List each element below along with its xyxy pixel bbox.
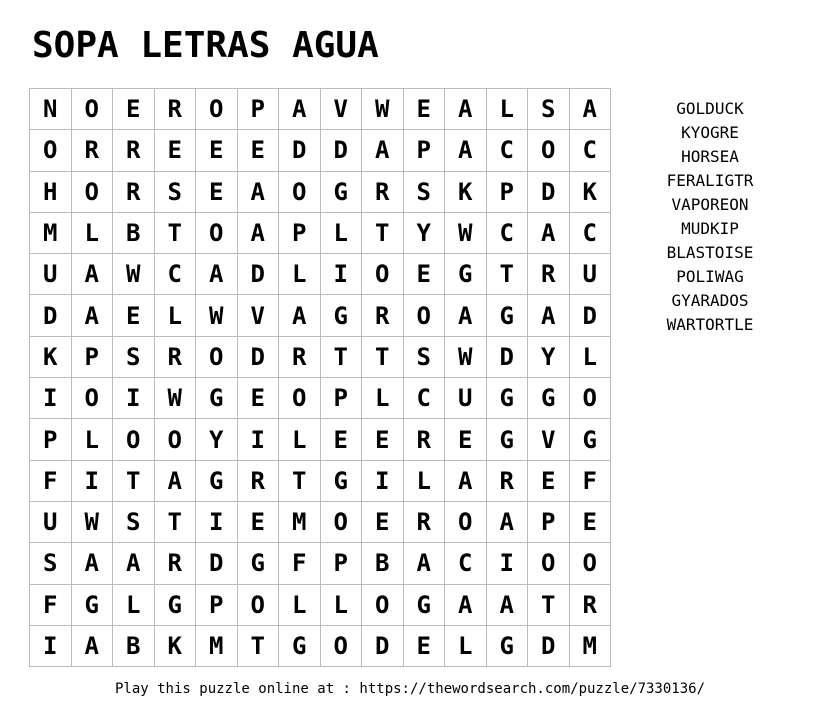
grid-cell[interactable]: Y [404, 213, 446, 254]
grid-cell[interactable]: P [30, 419, 72, 460]
grid-cell[interactable]: G [570, 419, 612, 460]
grid-cell[interactable]: G [279, 626, 321, 667]
grid-cell[interactable]: V [238, 295, 280, 336]
grid-cell[interactable]: P [321, 543, 363, 584]
grid-cell[interactable]: W [445, 213, 487, 254]
grid-cell[interactable]: R [113, 130, 155, 171]
grid-cell[interactable]: R [279, 337, 321, 378]
grid-cell[interactable]: A [196, 254, 238, 295]
grid-cell[interactable]: C [487, 130, 529, 171]
grid-cell[interactable]: O [528, 130, 570, 171]
grid-cell[interactable]: T [528, 585, 570, 626]
grid-cell[interactable]: I [72, 461, 114, 502]
grid-cell[interactable]: I [113, 378, 155, 419]
grid-cell[interactable]: L [279, 254, 321, 295]
grid-cell[interactable]: E [238, 502, 280, 543]
grid-cell[interactable]: W [445, 337, 487, 378]
grid-cell[interactable]: C [445, 543, 487, 584]
grid-cell[interactable]: I [321, 254, 363, 295]
grid-cell[interactable]: O [238, 585, 280, 626]
grid-cell[interactable]: D [30, 295, 72, 336]
grid-cell[interactable]: G [321, 172, 363, 213]
grid-cell[interactable]: W [113, 254, 155, 295]
word-list-item: GYARADOS [671, 291, 749, 310]
grid-cell[interactable]: N [30, 89, 72, 130]
grid-cell[interactable]: D [362, 626, 404, 667]
grid-cell[interactable]: E [570, 502, 612, 543]
grid-cell[interactable]: P [321, 378, 363, 419]
grid-cell[interactable]: R [362, 172, 404, 213]
grid-cell[interactable]: K [445, 172, 487, 213]
grid-cell[interactable]: A [155, 461, 197, 502]
grid-cell[interactable]: O [321, 626, 363, 667]
grid-cell[interactable]: R [528, 254, 570, 295]
grid-cell[interactable]: C [155, 254, 197, 295]
grid-cell[interactable]: E [404, 626, 446, 667]
grid-cell[interactable]: D [196, 543, 238, 584]
grid-cell[interactable]: O [196, 89, 238, 130]
word-list-item: KYOGRE [681, 123, 739, 142]
grid-cell[interactable]: A [113, 543, 155, 584]
grid-cell[interactable]: K [570, 172, 612, 213]
grid-cell[interactable]: R [404, 419, 446, 460]
word-list-item: VAPOREON [671, 195, 749, 214]
grid-cell[interactable]: B [113, 626, 155, 667]
grid-cell[interactable]: A [279, 89, 321, 130]
grid-cell[interactable]: B [113, 213, 155, 254]
grid-cell[interactable]: A [445, 585, 487, 626]
grid-cell[interactable]: O [196, 213, 238, 254]
grid-cell[interactable]: V [528, 419, 570, 460]
grid-cell[interactable]: G [155, 585, 197, 626]
grid-cell[interactable]: O [528, 543, 570, 584]
grid-cell[interactable]: E [404, 254, 446, 295]
grid-cell[interactable]: R [238, 461, 280, 502]
grid-cell[interactable]: L [404, 461, 446, 502]
grid-cell[interactable]: O [30, 130, 72, 171]
grid-cell[interactable]: L [321, 213, 363, 254]
grid-cell[interactable]: A [445, 295, 487, 336]
grid-cell[interactable]: M [570, 626, 612, 667]
word-list-item: GOLDUCK [676, 99, 744, 118]
grid-cell[interactable]: R [155, 89, 197, 130]
grid-cell[interactable]: S [113, 502, 155, 543]
grid-cell[interactable]: P [528, 502, 570, 543]
grid-cell[interactable]: O [155, 419, 197, 460]
grid-cell[interactable]: I [30, 378, 72, 419]
grid-cell[interactable]: A [487, 585, 529, 626]
letter-grid [29, 88, 611, 667]
grid-cell[interactable]: R [362, 295, 404, 336]
grid-cell[interactable]: C [487, 213, 529, 254]
grid-cell[interactable]: A [72, 295, 114, 336]
grid-cell[interactable]: S [113, 337, 155, 378]
grid-cell[interactable]: H [30, 172, 72, 213]
grid-cell[interactable]: M [279, 502, 321, 543]
grid-cell[interactable]: E [238, 378, 280, 419]
grid-cell[interactable]: U [30, 254, 72, 295]
grid-cell[interactable]: O [279, 172, 321, 213]
grid-cell[interactable]: C [404, 378, 446, 419]
grid-cell[interactable]: T [321, 337, 363, 378]
grid-cell[interactable]: A [445, 89, 487, 130]
grid-cell[interactable]: R [570, 585, 612, 626]
grid-cell[interactable]: D [570, 295, 612, 336]
grid-cell[interactable]: P [487, 172, 529, 213]
grid-cell[interactable]: G [445, 254, 487, 295]
grid-cell[interactable]: S [404, 337, 446, 378]
grid-cell[interactable]: V [321, 89, 363, 130]
grid-cell[interactable]: L [362, 378, 404, 419]
word-list-item: HORSEA [681, 147, 739, 166]
grid-cell[interactable]: L [72, 419, 114, 460]
grid-cell[interactable]: G [487, 626, 529, 667]
grid-cell[interactable]: G [404, 585, 446, 626]
grid-cell[interactable]: E [238, 130, 280, 171]
grid-cell[interactable]: T [279, 461, 321, 502]
grid-cell[interactable]: L [72, 213, 114, 254]
grid-cell[interactable]: R [155, 543, 197, 584]
grid-cell[interactable]: G [321, 295, 363, 336]
grid-cell[interactable]: B [362, 543, 404, 584]
grid-cell[interactable]: O [570, 378, 612, 419]
grid-cell[interactable]: W [196, 295, 238, 336]
grid-cell[interactable]: E [445, 419, 487, 460]
grid-cell[interactable]: W [362, 89, 404, 130]
grid-cell[interactable]: O [362, 585, 404, 626]
grid-cell[interactable]: F [30, 585, 72, 626]
grid-cell[interactable]: W [155, 378, 197, 419]
word-list-item: BLASTOISE [666, 243, 754, 262]
grid-cell[interactable]: A [72, 543, 114, 584]
grid-cell[interactable]: O [570, 543, 612, 584]
grid-cell[interactable]: R [72, 130, 114, 171]
word-list-item: MUDKIP [681, 219, 739, 238]
grid-cell[interactable]: G [321, 461, 363, 502]
grid-cell[interactable]: P [404, 130, 446, 171]
grid-cell[interactable]: E [196, 130, 238, 171]
grid-cell[interactable]: A [445, 130, 487, 171]
grid-cell[interactable]: E [196, 172, 238, 213]
grid-cell[interactable]: L [321, 585, 363, 626]
grid-cell[interactable]: G [528, 378, 570, 419]
grid-cell[interactable]: R [487, 461, 529, 502]
footer-text: Play this puzzle online at : https://thewordsearch.com/puzzle/7330136/ [114, 681, 705, 697]
word-list-item: FERALIGTR [666, 171, 754, 190]
grid-cell[interactable]: M [196, 626, 238, 667]
grid-cell[interactable]: A [570, 89, 612, 130]
grid-cell[interactable]: E [113, 89, 155, 130]
grid-cell[interactable]: A [445, 461, 487, 502]
grid-cell[interactable]: O [362, 254, 404, 295]
grid-cell[interactable]: U [30, 502, 72, 543]
grid-cell[interactable]: O [445, 502, 487, 543]
grid-cell[interactable]: D [279, 130, 321, 171]
grid-cell[interactable]: L [279, 585, 321, 626]
grid-cell[interactable]: A [72, 254, 114, 295]
puzzle-title: SOPA LETRAS AGUA [32, 25, 379, 66]
grid-cell[interactable]: Y [528, 337, 570, 378]
grid-cell[interactable]: E [528, 461, 570, 502]
grid-cell[interactable]: D [238, 254, 280, 295]
grid-cell[interactable]: L [113, 585, 155, 626]
grid-cell[interactable]: E [155, 130, 197, 171]
grid-cell[interactable]: E [362, 502, 404, 543]
grid-cell[interactable]: P [196, 585, 238, 626]
grid-cell[interactable]: T [155, 213, 197, 254]
grid-cell[interactable]: A [72, 626, 114, 667]
grid-cell[interactable]: D [528, 172, 570, 213]
grid-cell[interactable]: E [362, 419, 404, 460]
grid-cell[interactable]: I [362, 461, 404, 502]
grid-cell[interactable]: A [238, 213, 280, 254]
grid-cell[interactable]: K [30, 337, 72, 378]
grid-cell[interactable]: U [445, 378, 487, 419]
grid-cell[interactable]: R [155, 337, 197, 378]
grid-cell[interactable]: M [30, 213, 72, 254]
grid-cell[interactable]: W [72, 502, 114, 543]
grid-cell[interactable]: I [487, 543, 529, 584]
grid-cell[interactable]: E [404, 89, 446, 130]
grid-cell[interactable]: G [487, 419, 529, 460]
word-list [640, 97, 780, 337]
grid-cell[interactable]: A [279, 295, 321, 336]
grid-cell[interactable]: F [279, 543, 321, 584]
grid-cell[interactable]: O [72, 172, 114, 213]
grid-cell[interactable]: O [279, 378, 321, 419]
grid-cell[interactable]: S [528, 89, 570, 130]
grid-cell[interactable]: T [155, 502, 197, 543]
grid-cell[interactable]: S [404, 172, 446, 213]
grid-cell[interactable]: G [196, 461, 238, 502]
grid-cell[interactable]: T [487, 254, 529, 295]
grid-cell[interactable]: S [155, 172, 197, 213]
grid-cell[interactable]: A [528, 213, 570, 254]
grid-cell[interactable]: K [155, 626, 197, 667]
grid-cell[interactable]: O [72, 378, 114, 419]
grid-cell[interactable]: O [113, 419, 155, 460]
grid-cell[interactable]: L [279, 419, 321, 460]
grid-cell[interactable]: D [528, 626, 570, 667]
grid-cell[interactable]: L [445, 626, 487, 667]
grid-cell[interactable]: L [487, 89, 529, 130]
grid-cell[interactable]: O [196, 337, 238, 378]
grid-cell[interactable]: G [487, 378, 529, 419]
grid-cell[interactable]: P [238, 89, 280, 130]
grid-cell[interactable]: A [238, 172, 280, 213]
word-list-item: POLIWAG [676, 267, 744, 286]
grid-cell[interactable]: A [528, 295, 570, 336]
grid-cell[interactable]: U [570, 254, 612, 295]
grid-cell[interactable]: E [113, 295, 155, 336]
grid-cell[interactable]: E [321, 419, 363, 460]
word-list-item: WARTORTLE [666, 315, 754, 334]
grid-cell[interactable]: O [404, 295, 446, 336]
grid-cell[interactable]: I [30, 626, 72, 667]
grid-cell[interactable]: L [155, 295, 197, 336]
grid-cell[interactable]: T [362, 213, 404, 254]
grid-cell[interactable]: P [279, 213, 321, 254]
grid-cell[interactable]: F [30, 461, 72, 502]
grid-cell[interactable]: G [72, 585, 114, 626]
grid-cell[interactable]: A [362, 130, 404, 171]
grid-cell[interactable]: R [404, 502, 446, 543]
grid-cell[interactable]: I [196, 502, 238, 543]
grid-cell[interactable]: D [487, 337, 529, 378]
grid-cell[interactable]: A [487, 502, 529, 543]
grid-cell[interactable]: I [238, 419, 280, 460]
grid-cell[interactable]: A [404, 543, 446, 584]
grid-cell[interactable]: R [113, 172, 155, 213]
grid-cell[interactable]: P [72, 337, 114, 378]
grid-cell[interactable]: C [570, 213, 612, 254]
grid-cell[interactable]: S [30, 543, 72, 584]
grid-cell[interactable]: Y [196, 419, 238, 460]
grid-cell[interactable]: T [113, 461, 155, 502]
grid-cell[interactable]: T [238, 626, 280, 667]
grid-cell[interactable]: D [321, 130, 363, 171]
grid-cell[interactable]: O [72, 89, 114, 130]
grid-cell[interactable]: G [487, 295, 529, 336]
grid-cell[interactable]: O [321, 502, 363, 543]
grid-cell[interactable]: F [570, 461, 612, 502]
grid-cell[interactable]: G [196, 378, 238, 419]
grid-cell[interactable]: L [570, 337, 612, 378]
grid-cell[interactable]: G [238, 543, 280, 584]
grid-cell[interactable]: D [238, 337, 280, 378]
grid-cell[interactable]: T [362, 337, 404, 378]
grid-cell[interactable]: C [570, 130, 612, 171]
